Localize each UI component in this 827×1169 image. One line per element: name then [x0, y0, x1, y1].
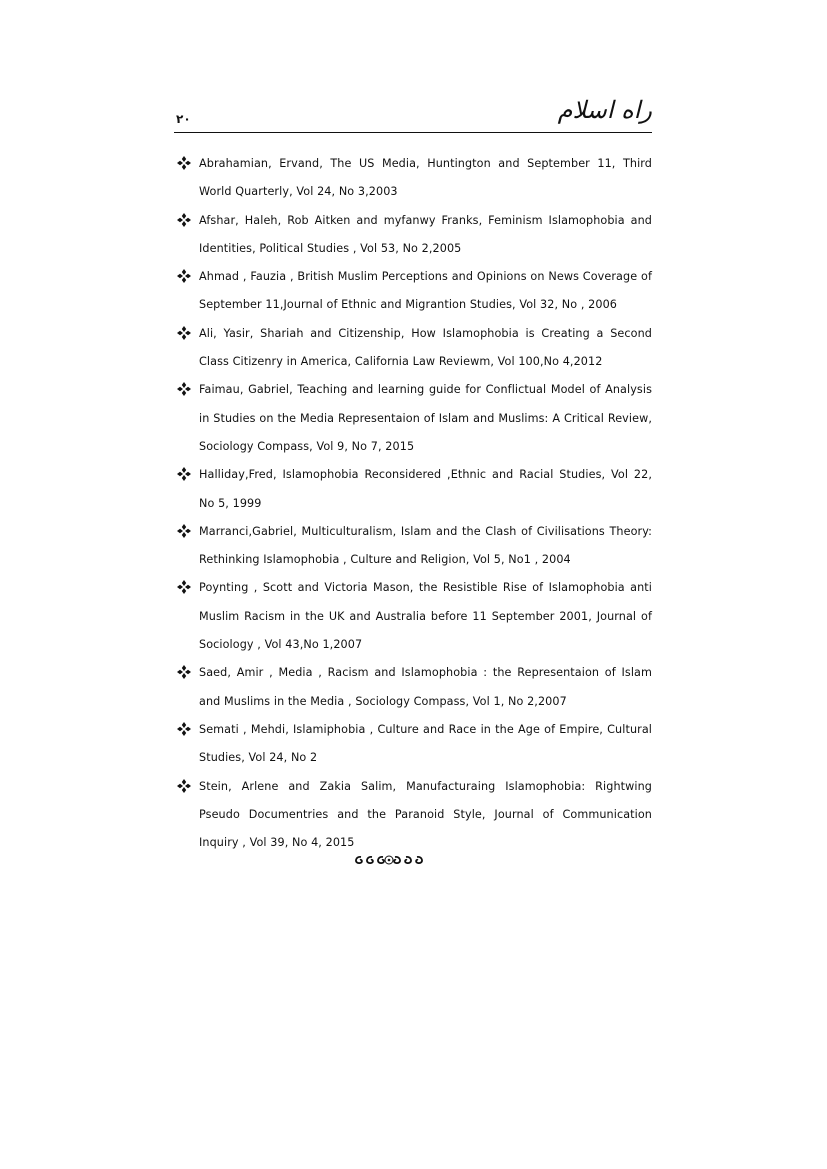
reference-item — [176, 207, 652, 264]
reference-item — [176, 263, 652, 320]
reference-item — [176, 659, 652, 716]
four-diamond-bullet-icon — [176, 574, 192, 602]
reference-item — [176, 461, 652, 518]
reference-item — [176, 518, 652, 575]
reference-text: Ali, Yasir, Shariah and Citizenship, How Islamophobia is Creating a Second Class Citizenry in America, California Law Reviewm, Vol 100,No 4,2012 — [199, 326, 652, 369]
four-diamond-bullet-icon — [176, 518, 192, 546]
reference-text: Halliday,Fred, Islamophobia Reconsidered ,Ethnic and Racial Studies, Vol 22, No 5, 1999 — [199, 468, 652, 510]
four-diamond-bullet-icon — [176, 461, 192, 489]
four-diamond-bullet-icon — [176, 773, 192, 801]
four-diamond-bullet-icon — [176, 320, 192, 348]
decorative-divider-icon — [352, 853, 426, 870]
reference-text: Ahmad , Fauzia , British Muslim Perceptions and Opinions on News Coverage of September 11,Journal of Ethnic and Migrantion Studies, Vol 32, No , 2006 — [199, 270, 652, 312]
four-diamond-bullet-icon — [176, 716, 192, 744]
reference-list — [176, 150, 652, 857]
reference-item — [176, 320, 652, 377]
journal-title-logo: راه اسلام — [557, 96, 652, 124]
reference-item — [176, 716, 652, 773]
four-diamond-bullet-icon — [176, 659, 192, 687]
reference-text: Poynting , Scott and Victoria Mason, the Resistible Rise of Islamophobia anti Muslim Racism in the UK and Australia before 11 September 2001, Journal of Sociology , Vol 43,No 1,2007 — [199, 581, 652, 652]
four-diamond-bullet-icon — [176, 207, 192, 235]
page-number: ۲۰ — [176, 112, 191, 126]
four-diamond-bullet-icon — [176, 376, 192, 404]
reference-item — [176, 574, 652, 659]
header-divider — [174, 132, 652, 133]
reference-text: Semati , Mehdi, Islamiphobia , Culture and Race in the Age of Empire, Cultural Studies, Vol 24, No 2 — [199, 722, 652, 765]
reference-text: Abrahamian, Ervand, The US Media, Huntington and September 11, Third World Quarterly, Vol 24, No 3,2003 — [199, 157, 652, 199]
reference-text: Saed, Amir , Media , Racism and Islamophobia : the Representaion of Islam and Muslims in the Media , Sociology Compass, Vol 1, No 2,2007 — [199, 666, 652, 708]
reference-text: Afshar, Haleh, Rob Aitken and myfanwy Franks, Feminism Islamophobia and Identities, Political Studies , Vol 53, No 2,2005 — [199, 213, 652, 255]
reference-item — [176, 376, 652, 461]
reference-item — [176, 773, 652, 858]
reference-text: Faimau, Gabriel, Teaching and learning guide for Conflictual Model of Analysis in Studies on the Media Representaion of Islam and Muslims: A Critical Review, Sociology Compass, Vol 9, No 7, 2015 — [199, 383, 652, 453]
reference-text: Stein, Arlene and Zakia Salim, Manufacturaing Islamophobia: Rightwing Pseudo Documentries and the Paranoid Style, Journal of Communication Inquiry , Vol 39, No 4, 2015 — [199, 779, 652, 850]
four-diamond-bullet-icon — [176, 150, 192, 178]
four-diamond-bullet-icon — [176, 263, 192, 291]
page-header — [174, 98, 652, 134]
reference-item — [176, 150, 652, 207]
reference-text: Marranci,Gabriel, Multiculturalism, Islam and the Clash of Civilisations Theory: Rethinking Islamophobia , Culture and Religion, Vol 5, No1 , 2004 — [199, 524, 652, 567]
